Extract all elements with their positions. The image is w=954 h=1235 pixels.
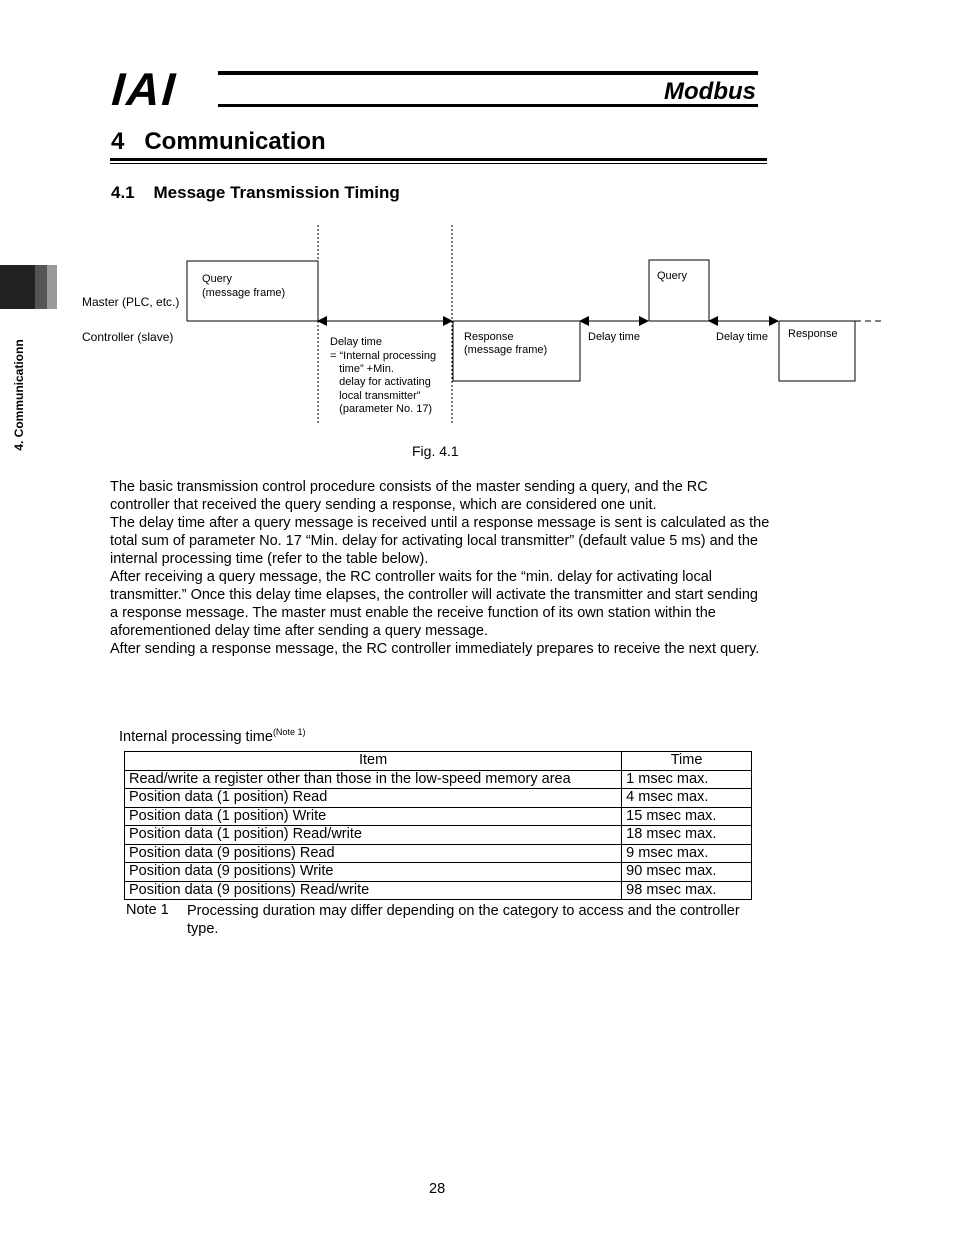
paragraph: The delay time after a query message is received until a response message is sent is calculated as the total sum of parameter No. 17 “Min. delay for activating local transmitter” (default value 5 ms) and the internal processing time (refer to the table below). xyxy=(110,515,770,567)
paragraph: The basic transmission control procedure consists of the master sending a query, and the RC controller that received the query sending a response, which are considered one unit. xyxy=(110,479,708,513)
table-row xyxy=(125,844,752,863)
paragraph: After receiving a query message, the RC controller waits for the “min. delay for activating local transmitter.” Once this delay time elapses, the controller will activate the transmitter and start sending a response message. The master must enable the receive function of its own station within the aforementioned delay time after sending a query message. xyxy=(110,569,758,639)
delay-main-line2: = “Internal processing xyxy=(330,350,437,362)
cell-item: Position data (1 position) Read/write xyxy=(125,826,622,845)
page-number: 28 xyxy=(429,1181,446,1197)
header-time: Time xyxy=(622,752,752,771)
iai-logo: IAI xyxy=(110,63,179,115)
cell-time: 90 msec max. xyxy=(622,863,752,882)
cell-time: 15 msec max. xyxy=(622,807,752,826)
brand-title: Modbus xyxy=(664,78,756,105)
controller-label: Controller (slave) xyxy=(82,330,174,344)
cell-item: Position data (9 positions) Write xyxy=(125,863,622,882)
cell-time: 18 msec max. xyxy=(622,826,752,845)
table-row xyxy=(125,789,752,808)
note-text: Processing duration may differ depending on the category to access and the controller type. xyxy=(187,903,740,937)
section-title: 4.1 Message Transmission Timing xyxy=(111,183,400,202)
query1-line2: (message frame) xyxy=(202,287,286,299)
table-caption-text: Internal processing time xyxy=(119,728,273,745)
table-caption-note: (Note 1) xyxy=(272,727,306,737)
delay2-label: Delay time xyxy=(588,331,640,343)
delay-main-line3: time” +Min. xyxy=(330,363,394,375)
cell-item: Position data (9 positions) Read/write xyxy=(125,881,622,900)
query2-label: Query xyxy=(657,270,687,282)
cell-item: Position data (1 position) Write xyxy=(125,807,622,826)
cell-item: Position data (9 positions) Read xyxy=(125,844,622,863)
chapter-title: 4 Communication xyxy=(111,128,326,155)
delay-main-line5: local transmitter” xyxy=(330,390,421,402)
cell-item: Read/write a register other than those in the low-speed memory area xyxy=(125,770,622,789)
master-label: Master (PLC, etc.) xyxy=(82,295,180,309)
query1-line1: Query xyxy=(202,273,232,285)
table-row xyxy=(125,863,752,882)
header-item: Item xyxy=(125,752,622,771)
note-label: Note 1 xyxy=(126,902,169,918)
table-row xyxy=(125,807,752,826)
cell-time: 1 msec max. xyxy=(622,770,752,789)
response2-label: Response xyxy=(788,328,838,340)
table-caption xyxy=(119,727,305,745)
cell-time: 4 msec max. xyxy=(622,789,752,808)
cell-time: 9 msec max. xyxy=(622,844,752,863)
delay-main-line4: delay for activating xyxy=(330,376,431,388)
table-header-row xyxy=(125,752,752,771)
body-text xyxy=(110,478,770,658)
response1-line1: Response xyxy=(464,331,514,343)
timing-diagram xyxy=(0,0,954,440)
response1-line2: (message frame) xyxy=(464,344,548,356)
table-row xyxy=(125,826,752,845)
table-row xyxy=(125,770,752,789)
paragraph: After sending a response message, the RC controller immediately prepares to receive the next query. xyxy=(110,641,760,657)
table-row xyxy=(125,881,752,900)
processing-time-table xyxy=(124,751,752,900)
figure-caption: Fig. 4.1 xyxy=(412,443,459,459)
delay-main-line1: Delay time xyxy=(330,336,382,348)
delay-main-line6: (parameter No. 17) xyxy=(330,403,433,415)
delay3-label: Delay time xyxy=(716,331,768,343)
side-tab-label: 4. Communicationn xyxy=(12,339,26,451)
cell-time: 98 msec max. xyxy=(622,881,752,900)
cell-item: Position data (1 position) Read xyxy=(125,789,622,808)
